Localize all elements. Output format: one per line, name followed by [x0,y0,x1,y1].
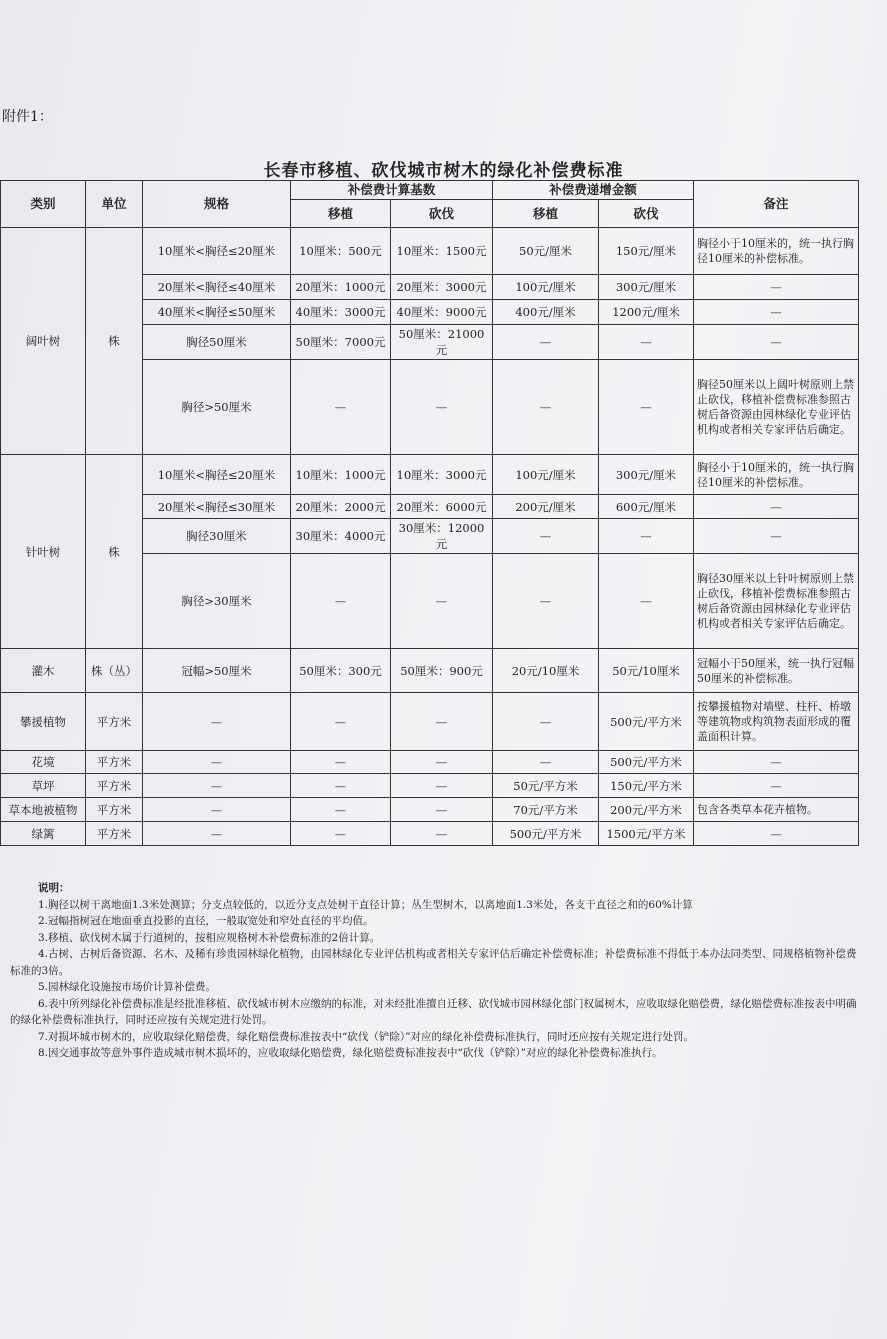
table-row [1,798,859,822]
table-row [1,822,859,846]
base-transplant-cell: — [291,554,391,649]
category-cell: 花境 [1,751,86,774]
spec-cell: 冠幅>50厘米 [143,649,291,693]
incr-transplant-cell: — [493,519,599,554]
base-cut-cell: 10厘米：3000元 [391,455,493,495]
table-row [1,693,859,751]
remark-cell: — [694,495,859,519]
base-transplant-cell: — [291,693,391,751]
note-item: 8.因交通事故等意外事件造成城市树木损坏的，应收取绿化赔偿费，绿化赔偿费标准按表中“砍伐（铲除）”对应的绿化补偿费标准执行。 [38,1047,663,1059]
base-transplant-cell: 10厘米：500元 [291,228,391,275]
base-transplant-cell: — [291,798,391,822]
attachment-label: 附件1： [2,109,53,125]
base-transplant-cell: 20厘米：1000元 [291,275,391,300]
remark-cell: — [694,275,859,300]
base-transplant-cell: 40厘米：3000元 [291,300,391,325]
note-item: 3.移植、砍伐树木属于行道树的，按相应规格树木补偿费标准的2倍计算。 [38,931,381,944]
base-transplant-cell: — [291,360,391,455]
incr-transplant-cell: 50元/厘米 [493,228,599,275]
spec-cell: 20厘米<胸径≤40厘米 [143,275,291,300]
header-increment-group: 补偿费递增金额 [493,181,694,200]
incr-transplant-cell: 20元/10厘米 [493,649,599,693]
header-base-cut: 砍伐 [391,200,493,228]
incr-transplant-cell: — [493,693,599,751]
category-cell: 针叶树 [1,455,86,649]
incr-transplant-cell: 500元/平方米 [493,822,599,846]
spec-cell: 胸径>50厘米 [143,360,291,455]
base-cut-cell: 40厘米：9000元 [391,300,493,325]
table-row [1,774,859,798]
incr-cut-cell: — [599,325,694,360]
note-item: 4.古树、古树后备资源、名木、及稀有珍贵园林绿化植物，由园林绿化专业评估机构或者相关专家评估后确定补偿费标准；补偿费标准不得低于本办法同类型、同规格植物补偿费标准的3倍。 [10,948,857,977]
remark-cell: 胸径50厘米以上阔叶树原则上禁止砍伐，移植补偿费标准参照古树后备资源由园林绿化专业评估机构或者相关专家评估后确定。 [694,360,859,455]
base-cut-cell: — [391,693,493,751]
incr-transplant-cell: — [493,751,599,774]
spec-cell: — [143,822,291,846]
note-item: 7.对损坏城市树木的，应收取绿化赔偿费，绿化赔偿费标准按表中“砍伐（铲除）”对应的绿化补偿费标准执行，同时还应按有关规定进行处罚。 [38,1030,695,1043]
spec-cell: 10厘米<胸径≤20厘米 [143,228,291,275]
notes-section [10,880,860,1062]
category-cell: 草坪 [1,774,86,798]
incr-transplant-cell: 50元/平方米 [493,774,599,798]
unit-cell: 平方米 [86,822,143,846]
base-cut-cell: 50厘米：900元 [391,649,493,693]
unit-cell: 株（丛） [86,649,143,693]
header-incr-transplant: 移植 [493,200,599,228]
unit-cell: 平方米 [86,774,143,798]
remark-cell: — [694,822,859,846]
spec-cell: 胸径>30厘米 [143,554,291,649]
base-transplant-cell: 20厘米：2000元 [291,495,391,519]
spec-cell: — [143,798,291,822]
document-title: 长春市移植、砍伐城市树木的绿化补偿费标准 [263,161,624,181]
remark-cell: 包含各类草本花卉植物。 [694,798,859,822]
incr-transplant-cell: — [493,325,599,360]
incr-cut-cell: 150元/厘米 [599,228,694,275]
remark-cell: 胸径小于10厘米的，统一执行胸径10厘米的补偿标准。 [694,228,859,275]
note-item: 5.园林绿化设施按市场价计算补偿费。 [38,981,217,993]
incr-transplant-cell: 100元/厘米 [493,275,599,300]
base-cut-cell: 30厘米：12000元 [391,519,493,554]
header-remark: 备注 [694,181,859,228]
incr-transplant-cell: 200元/厘米 [493,495,599,519]
incr-cut-cell: 500元/平方米 [599,693,694,751]
remark-cell: 胸径30厘米以上针叶树原则上禁止砍伐，移植补偿费标准参照古树后备资源由园林绿化专业评估机构或者相关专家评估后确定。 [694,554,859,649]
incr-cut-cell: 1200元/厘米 [599,300,694,325]
incr-cut-cell: — [599,360,694,455]
table-row [1,455,859,495]
incr-cut-cell: 300元/厘米 [599,455,694,495]
base-transplant-cell: — [291,822,391,846]
spec-cell: 20厘米<胸径≤30厘米 [143,495,291,519]
base-transplant-cell: 10厘米：1000元 [291,455,391,495]
unit-cell: 平方米 [86,751,143,774]
spec-cell: 10厘米<胸径≤20厘米 [143,455,291,495]
incr-cut-cell: 200元/平方米 [599,798,694,822]
incr-transplant-cell: — [493,360,599,455]
incr-transplant-cell: 70元/平方米 [493,798,599,822]
category-cell: 攀援植物 [1,693,86,751]
category-cell: 绿篱 [1,822,86,846]
remark-cell: — [694,325,859,360]
base-cut-cell: 50厘米：21000元 [391,325,493,360]
unit-cell: 株 [86,228,143,455]
spec-cell: 胸径50厘米 [143,325,291,360]
base-transplant-cell: — [291,751,391,774]
base-cut-cell: — [391,798,493,822]
table-row [1,751,859,774]
spec-cell: — [143,774,291,798]
table-row [1,649,859,693]
remark-cell: — [694,751,859,774]
incr-cut-cell: 300元/厘米 [599,275,694,300]
base-cut-cell: — [391,822,493,846]
header-unit: 单位 [86,181,143,228]
category-cell: 灌木 [1,649,86,693]
incr-transplant-cell: 400元/厘米 [493,300,599,325]
remark-cell: 胸径小于10厘米的，统一执行胸径10厘米的补偿标准。 [694,455,859,495]
base-transplant-cell: 50厘米：300元 [291,649,391,693]
base-cut-cell: — [391,554,493,649]
base-transplant-cell: 30厘米：4000元 [291,519,391,554]
spec-cell: 胸径30厘米 [143,519,291,554]
base-cut-cell: — [391,751,493,774]
base-cut-cell: 20厘米：6000元 [391,495,493,519]
category-cell: 草本地被植物 [1,798,86,822]
unit-cell: 平方米 [86,693,143,751]
table-row [1,228,859,275]
unit-cell: 平方米 [86,798,143,822]
base-transplant-cell: 50厘米：7000元 [291,325,391,360]
base-cut-cell: 10厘米：1500元 [391,228,493,275]
remark-cell: — [694,774,859,798]
unit-cell: 株 [86,455,143,649]
incr-cut-cell: 150元/平方米 [599,774,694,798]
base-cut-cell: 20厘米：3000元 [391,275,493,300]
base-cut-cell: — [391,360,493,455]
incr-cut-cell: 500元/平方米 [599,751,694,774]
remark-cell: — [694,519,859,554]
base-transplant-cell: — [291,774,391,798]
incr-transplant-cell: — [493,554,599,649]
incr-cut-cell: 1500元/平方米 [599,822,694,846]
note-item: 1.胸径以树干离地面1.3米处测算；分支点较低的，以近分支点处树干直径计算；丛生型树木，以离地面1.3米处，各支干直径之和的60%计算 [38,898,693,911]
remark-cell: — [694,300,859,325]
compensation-table [0,180,859,846]
header-spec: 规格 [143,181,291,228]
header-category: 类别 [1,181,86,228]
remark-cell: 冠幅小于50厘米，统一执行冠幅50厘米的补偿标准。 [694,649,859,693]
remark-cell: 按攀援植物对墙壁、柱杆、桥墩等建筑物或构筑物表面形成的覆盖面积计算。 [694,693,859,751]
note-item: 2.冠幅指树冠在地面垂直投影的直径，一般取宽处和窄处直径的平均值。 [38,915,374,927]
spec-cell: 40厘米<胸径≤50厘米 [143,300,291,325]
notes-heading: 说明： [38,882,70,894]
incr-transplant-cell: 100元/厘米 [493,455,599,495]
base-cut-cell: — [391,774,493,798]
spec-cell: — [143,693,291,751]
incr-cut-cell: 50元/10厘米 [599,649,694,693]
header-incr-cut: 砍伐 [599,200,694,228]
incr-cut-cell: — [599,554,694,649]
note-item: 6.表中所列绿化补偿费标准是经批准移植、砍伐城市树木应缴纳的标准，对未经批准擅自迁移、砍伐城市园林绿化部门权属树木，应收取绿化赔偿费，绿化赔偿费标准按表中明确的绿化补偿费标准执行，同时还应按有关规定进行处罚。 [10,997,857,1026]
spec-cell: — [143,751,291,774]
header-base-transplant: 移植 [291,200,391,228]
header-base-group: 补偿费计算基数 [291,181,493,200]
incr-cut-cell: 600元/厘米 [599,495,694,519]
category-cell: 阔叶树 [1,228,86,455]
incr-cut-cell: — [599,519,694,554]
